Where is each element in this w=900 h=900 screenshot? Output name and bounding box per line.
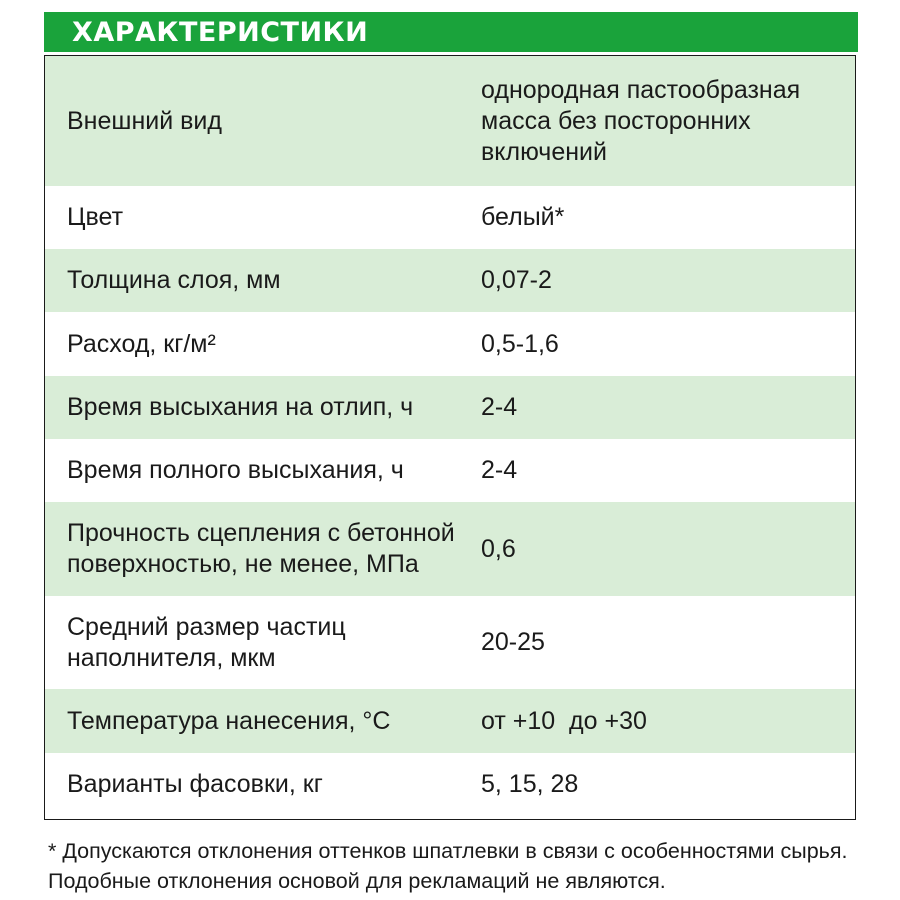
table-row-color [45,186,855,249]
row-label: Прочность сцепления с бетонной поверхностью, не менее, МПа [67,519,455,578]
specs-table [44,55,856,820]
row-label: Цвет [67,203,124,231]
row-value: 0,07-2 [481,266,552,294]
row-value: 0,6 [481,534,516,563]
table-row-application-temperature [45,689,855,753]
row-value: от +10 до +30 [481,706,647,735]
row-label: Средний размер частиц наполнителя, мкм [67,612,346,672]
row-label: Варианты фасовки, кг [67,770,323,798]
header-bar [44,12,858,52]
row-label: Время полного высыхания, ч [67,456,404,484]
table-row-particle-size [45,596,855,689]
row-value: 0,5-1,6 [481,329,559,358]
row-value: белый* [481,203,565,231]
table-row-appearance [45,56,855,186]
table-row-packaging [45,753,855,816]
table-row-layer-thickness [45,249,855,312]
row-label: Внешний вид [67,106,222,135]
table-row-consumption [45,312,855,376]
table-row-tack-free-time [45,376,855,439]
table-row-adhesion-strength [45,502,855,596]
row-value: 2-4 [481,393,518,421]
row-label: Время высыхания на отлип, ч [67,393,414,421]
row-label: Расход, кг/м² [67,329,216,358]
table-row-full-dry-time [45,439,855,502]
row-value: 5, 15, 28 [481,770,579,798]
page-title: ХАРАКТЕРИСТИКИ [72,17,369,48]
row-label: Толщина слоя, мм [67,266,281,294]
footnote: * Допускаются отклонения оттенков шпатлевки в связи с особенностями сырья. Подобные отклонения основой для рекламаций не являются. [48,839,848,893]
row-label: Температура нанесения, °С [67,706,391,735]
row-value: 2-4 [481,456,518,484]
row-value: однородная пастообразная масса без посторонних включений [481,75,801,166]
row-value: 20-25 [481,628,545,656]
